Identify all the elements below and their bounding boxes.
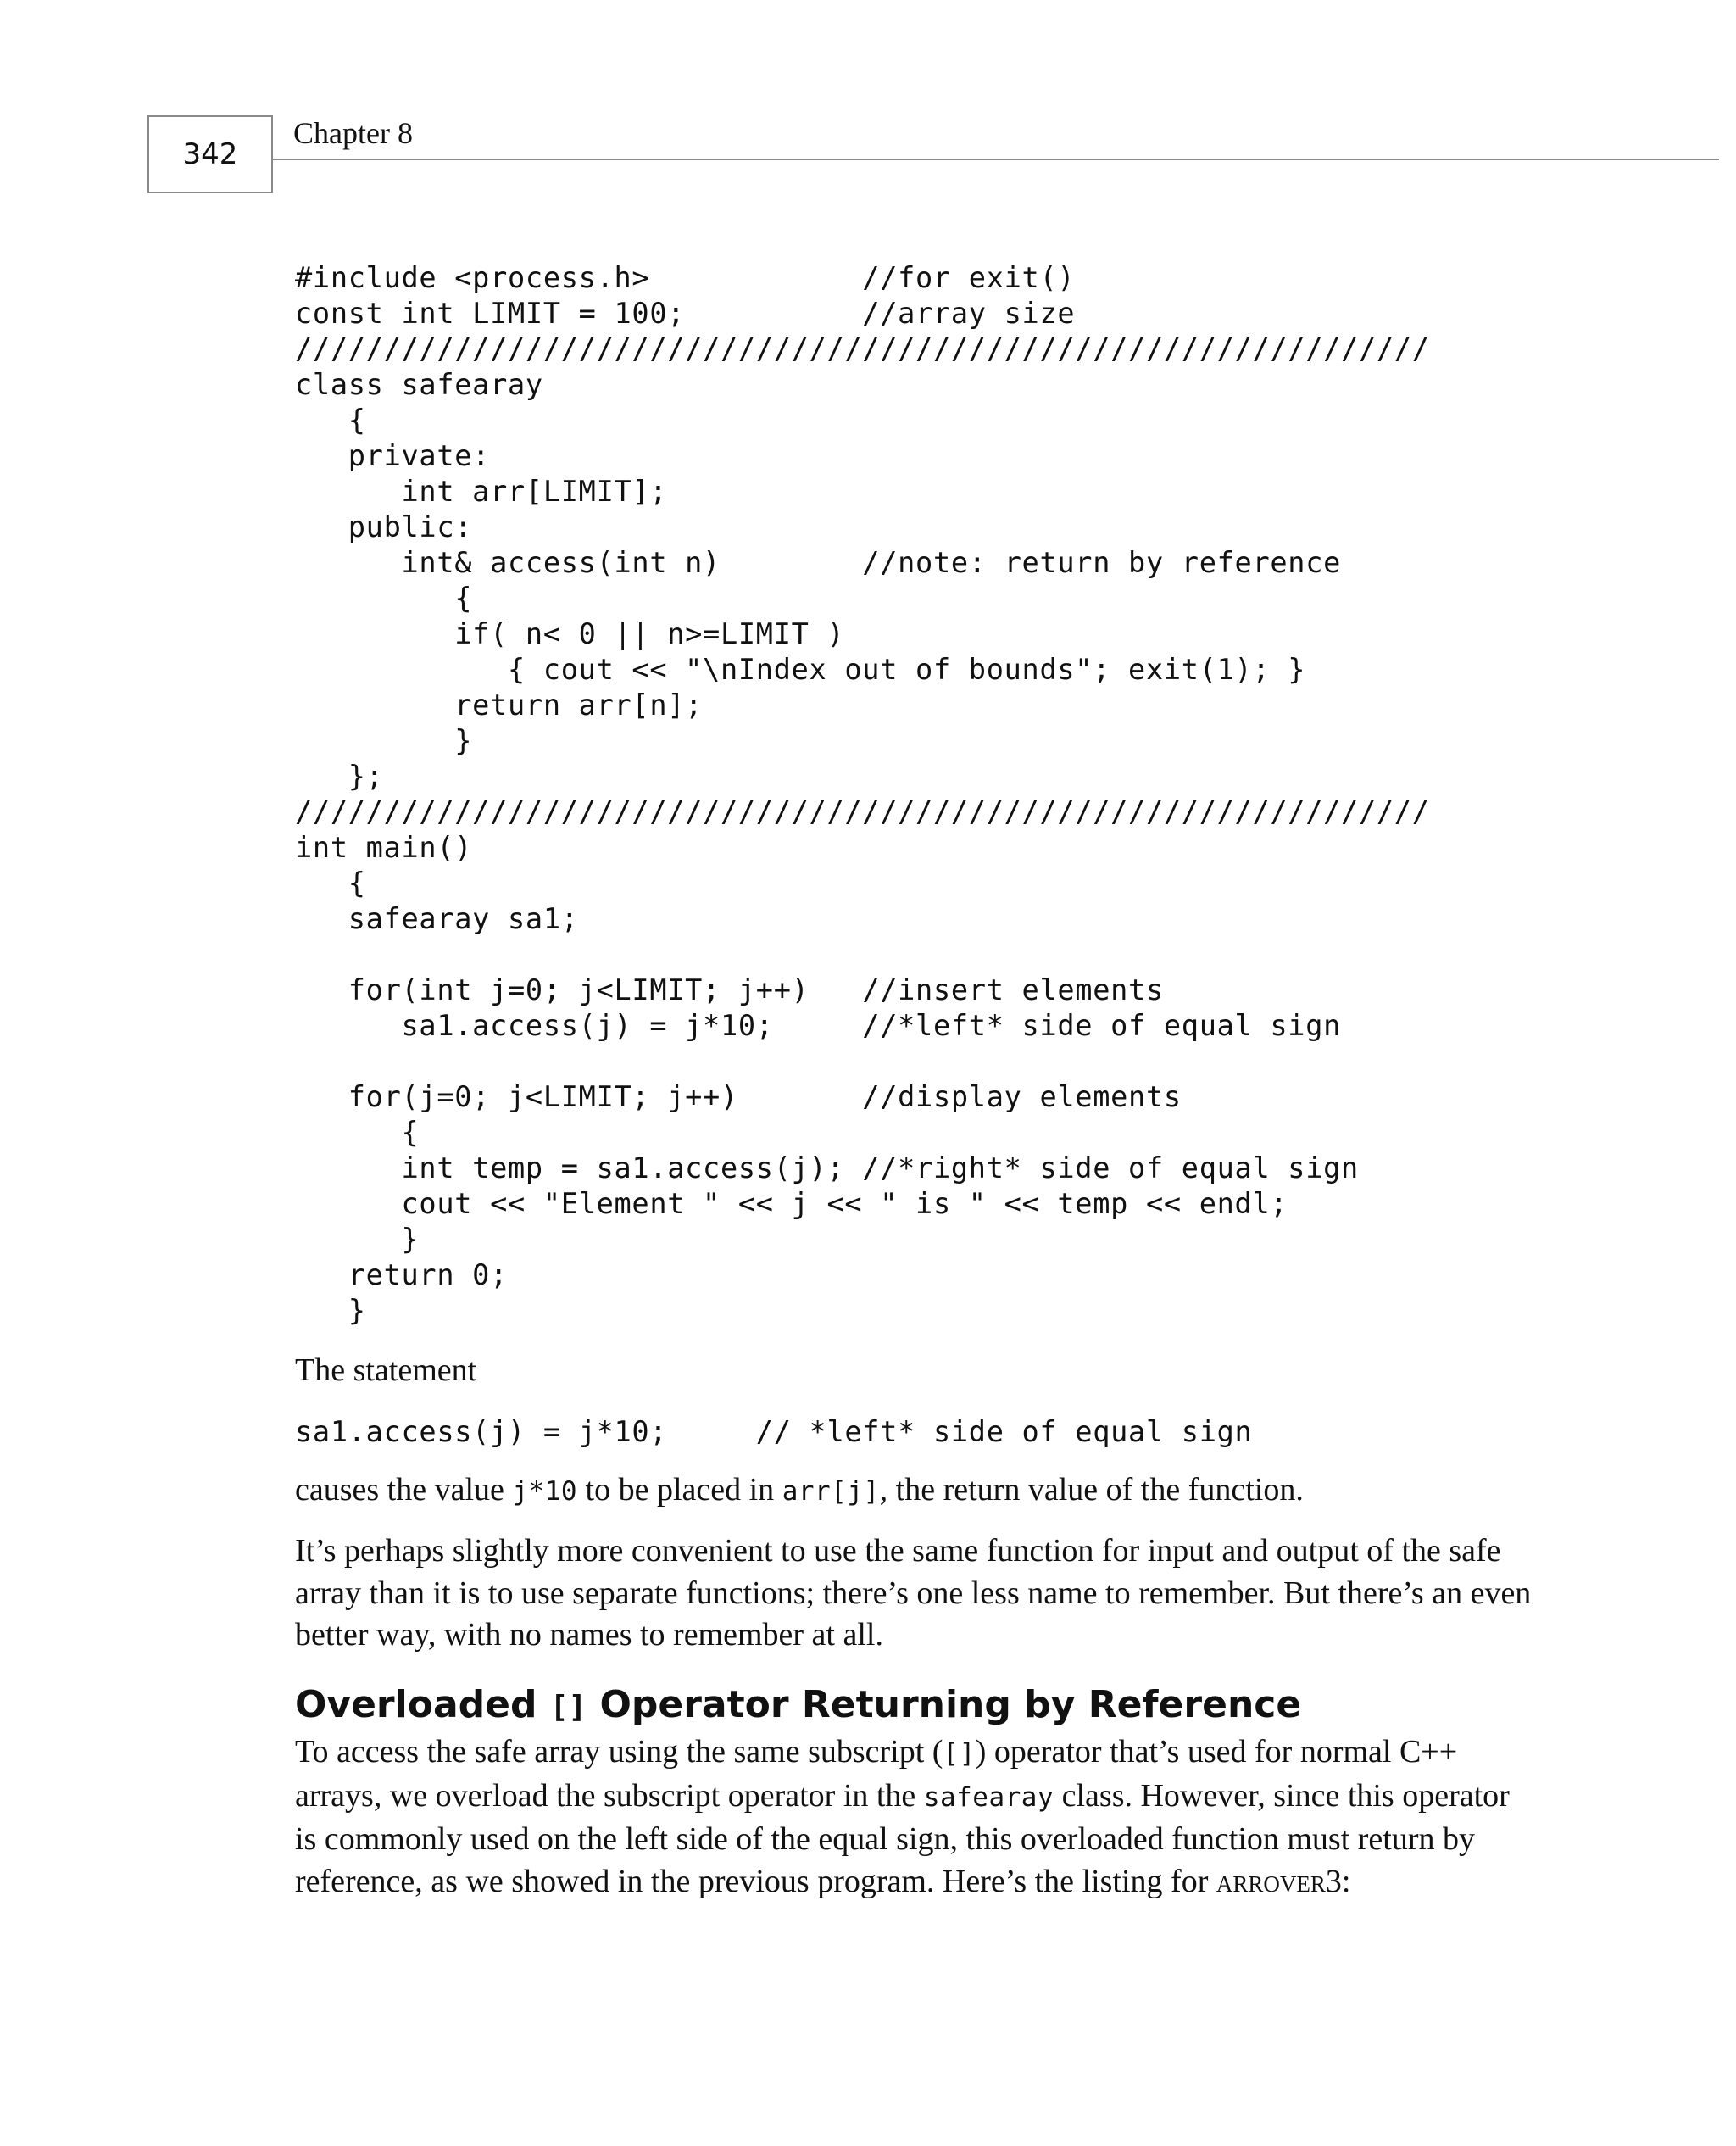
code-line: } bbox=[295, 1294, 366, 1327]
code-line: } bbox=[295, 724, 473, 757]
causes-paragraph: causes the value j*10 to be placed in arr[j], the return value of the function. bbox=[295, 1472, 1304, 1508]
program-name: arrover bbox=[1216, 1863, 1326, 1899]
page-number bbox=[147, 115, 273, 193]
page-number-text: 342 bbox=[182, 137, 238, 171]
code-line: return 0; bbox=[295, 1258, 508, 1291]
statement-intro: The statement bbox=[295, 1352, 477, 1388]
code-line: { bbox=[295, 582, 473, 615]
code-line: int main() bbox=[295, 831, 473, 864]
code-listing bbox=[295, 260, 1430, 1329]
code-line: //////////////////////////////////////////////////////////////// bbox=[295, 332, 1430, 365]
code-line: int temp = sa1.access(j); //*right* side of equal sign bbox=[295, 1151, 1359, 1184]
code-line: { bbox=[295, 867, 366, 900]
inline-code: arr[j] bbox=[782, 1476, 880, 1507]
inline-code: j*10 bbox=[512, 1476, 578, 1507]
access-paragraph: To access the safe array using the same subscript ([]) operator that’s used for normal C++ arrays, we overload the subscript operator in the safearay class. However, since this operator is commonly used on the left side of the equal sign, this overloaded function must return by reference, as we showed in the previous program. Here’s the listing for arrover3: bbox=[295, 1734, 1510, 1899]
code-line: }; bbox=[295, 760, 384, 793]
convenience-paragraph: It’s perhaps slightly more convenient to use the same function for input and output of the safe array than it is to use separate functions; there’s one less name to remember. But there’s an even better way, with no names to remember at all. bbox=[295, 1533, 1532, 1653]
code-line: for(int j=0; j<LIMIT; j++) //insert elements bbox=[295, 973, 1164, 1006]
code-line: //////////////////////////////////////////////////////////////// bbox=[295, 795, 1430, 828]
statement-code: sa1.access(j) = j*10; // *left* side of equal sign bbox=[295, 1415, 1253, 1448]
chapter-title: Chapter 8 bbox=[293, 116, 413, 150]
code-line: sa1.access(j) = j*10; //*left* side of equal sign bbox=[295, 1009, 1342, 1042]
code-line: safearay sa1; bbox=[295, 902, 579, 935]
code-line: { bbox=[295, 404, 366, 437]
code-line: const int LIMIT = 100; //array size bbox=[295, 297, 1076, 330]
heading-code: [] bbox=[549, 1690, 587, 1725]
code-line: { cout << "\nIndex out of bounds"; exit(1); } bbox=[295, 653, 1306, 686]
code-line: cout << "Element " << j << " is " << temp << endl; bbox=[295, 1187, 1288, 1220]
section-heading: Overloaded [] Operator Returning by Reference bbox=[295, 1683, 1302, 1726]
inline-code: [] bbox=[943, 1738, 976, 1769]
code-line: public: bbox=[295, 510, 473, 543]
code-line: for(j=0; j<LIMIT; j++) //display elements bbox=[295, 1080, 1182, 1113]
code-line: #include <process.h> //for exit() bbox=[295, 261, 1076, 294]
code-line: if( n< 0 || n>=LIMIT ) bbox=[295, 617, 845, 650]
code-line: private: bbox=[295, 439, 491, 472]
code-line: return arr[n]; bbox=[295, 688, 704, 722]
code-line: int& access(int n) //note: return by reference bbox=[295, 546, 1342, 579]
code-line: class safearay bbox=[295, 368, 543, 401]
code-line: } bbox=[295, 1223, 420, 1256]
inline-code: safearay bbox=[923, 1781, 1054, 1813]
header-rule bbox=[273, 159, 1719, 160]
code-line: { bbox=[295, 1116, 420, 1149]
code-line: int arr[LIMIT]; bbox=[295, 475, 668, 508]
